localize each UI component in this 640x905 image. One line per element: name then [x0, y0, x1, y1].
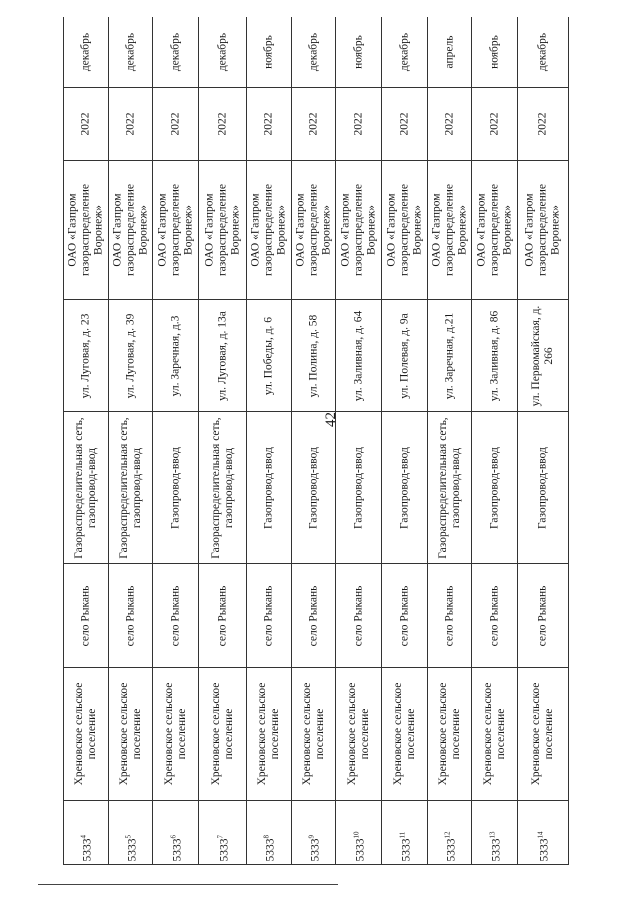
- row-number-superscript: 13: [488, 831, 496, 838]
- cell-number: [472, 800, 517, 865]
- cell-object-text: Газопровод-ввод: [169, 446, 181, 529]
- cell-month: [64, 17, 108, 87]
- row-number-base: 5333: [490, 838, 502, 861]
- table-row: [471, 17, 517, 865]
- cell-address-text: ул. Луговая, д. 39: [124, 313, 136, 398]
- cell-settlement-text: Хреновское сельское поселение: [162, 682, 188, 786]
- cell-month: [472, 17, 517, 87]
- cell-settlement: [153, 667, 198, 800]
- cell-year-text: 2022: [536, 112, 549, 136]
- cell-owner: [336, 160, 381, 299]
- cell-address-text: ул. Полевая, д. 9а: [398, 312, 410, 399]
- cell-number: [64, 800, 108, 865]
- cell-month: [292, 17, 335, 87]
- cell-year-text: 2022: [398, 112, 410, 136]
- row-number-base: 5333: [126, 838, 138, 861]
- cell-number: [518, 800, 568, 865]
- cell-address-text: ул. Заливная, д. 86: [488, 310, 500, 401]
- row-number-base: 5333: [218, 838, 230, 861]
- row-number-base: 5333: [264, 838, 277, 861]
- cell-object-text: Газораспределительная сеть, газопровод-ввод: [209, 416, 235, 559]
- cell-address: [428, 299, 471, 411]
- cell-settlement-text: Хреновское сельское поселение: [209, 682, 235, 786]
- cell-object: [472, 411, 517, 563]
- table-row: [291, 17, 335, 865]
- infrastructure-table: [63, 17, 630, 865]
- cell-year: [518, 87, 568, 160]
- row-number: [535, 804, 552, 861]
- row-number-superscript: 10: [352, 831, 360, 838]
- cell-settlement-text: Хреновское сельское поселение: [117, 682, 143, 786]
- cell-address-text: ул. Первомайская, д. 266: [530, 305, 555, 406]
- cell-locality-text: село Рыкань: [262, 585, 275, 646]
- cell-settlement: [199, 667, 246, 800]
- cell-year-text: 2022: [169, 112, 181, 136]
- cell-owner: [472, 160, 517, 299]
- cell-year-text: 2022: [216, 112, 228, 136]
- row-number-superscript: 14: [536, 831, 545, 838]
- cell-owner: [109, 160, 152, 299]
- cell-owner: [247, 160, 291, 299]
- row-number: [214, 804, 231, 861]
- row-number-superscript: 7: [216, 834, 224, 838]
- cell-object-text: Газопровод-ввод: [488, 446, 500, 529]
- row-number: [486, 804, 503, 861]
- cell-object-text: Газораспределительная сеть, газопровод-ввод: [117, 416, 143, 559]
- cell-locality-text: село Рыкань: [169, 585, 181, 646]
- cell-settlement-text: Хреновское сельское поселение: [73, 682, 98, 786]
- row-number-base: 5333: [445, 838, 457, 861]
- row-number-superscript: 5: [124, 834, 132, 838]
- cell-locality: [153, 563, 198, 667]
- row-number-base: 5333: [309, 838, 321, 861]
- cell-year-text: 2022: [124, 112, 136, 136]
- row-number-superscript: 9: [307, 834, 315, 838]
- row-number-superscript: 12: [443, 831, 451, 838]
- cell-locality-text: село Рыкань: [398, 585, 410, 646]
- cell-settlement: [518, 667, 568, 800]
- cell-object: [336, 411, 381, 563]
- cell-settlement-text: Хреновское сельское поселение: [481, 682, 507, 786]
- cell-object: [153, 411, 198, 563]
- table-row: [198, 17, 246, 865]
- cell-locality: [109, 563, 152, 667]
- cell-number: [428, 800, 471, 865]
- cell-settlement: [247, 667, 291, 800]
- cell-number: [199, 800, 246, 865]
- row-number-superscript: 6: [169, 834, 177, 838]
- cell-month: [109, 17, 152, 87]
- cell-owner: [518, 160, 568, 299]
- cell-owner-text: ОАО «Газпром газораспределение Воронеж»: [249, 183, 288, 277]
- row-number: [122, 804, 139, 861]
- cell-settlement-text: Хреновское сельское поселение: [345, 682, 371, 786]
- table-row: [152, 17, 198, 865]
- cell-locality: [247, 563, 291, 667]
- row-number-base: 5333: [171, 838, 183, 861]
- cell-object-text: Газопровод-ввод: [398, 446, 410, 529]
- cell-object-text: Газопровод-ввод: [307, 446, 319, 529]
- cell-year-text: 2022: [443, 112, 455, 136]
- cell-owner-text: ОАО «Газпром газораспределение Воронеж»: [475, 183, 513, 277]
- cell-owner: [64, 160, 108, 299]
- cell-month-text: ноябрь: [262, 35, 275, 69]
- cell-month-text: декабрь: [79, 32, 92, 72]
- table-row: [63, 17, 108, 865]
- cell-year: [428, 87, 471, 160]
- cell-address-text: ул. Луговая, д. 13а: [216, 310, 228, 401]
- cell-locality-text: село Рыкань: [443, 585, 455, 646]
- cell-month-text: декабрь: [398, 32, 410, 72]
- row-number-superscript: 11: [398, 831, 406, 838]
- cell-address-text: ул. Полина, д. 58: [307, 314, 319, 397]
- cell-address: [518, 299, 568, 411]
- cell-address: [382, 299, 427, 411]
- cell-month-text: декабрь: [124, 32, 136, 72]
- cell-settlement: [336, 667, 381, 800]
- footer-rule: [38, 884, 338, 885]
- cell-object-text: Газопровод-ввод: [352, 446, 364, 529]
- cell-object-text: Газопровод-ввод: [536, 446, 549, 529]
- cell-object: [428, 411, 471, 563]
- cell-address-text: ул. Луговая, д. 23: [79, 313, 92, 398]
- table-row: [108, 17, 152, 865]
- cell-settlement-text: Хреновское сельское поселение: [256, 682, 281, 786]
- cell-owner: [382, 160, 427, 299]
- cell-locality-text: село Рыкань: [488, 585, 500, 646]
- cell-locality: [472, 563, 517, 667]
- cell-owner-text: ОАО «Газпром газораспределение Воронеж»: [294, 183, 332, 277]
- row-number: [261, 804, 278, 861]
- row-number-base: 5333: [81, 838, 94, 861]
- cell-number: [153, 800, 198, 865]
- row-number-base: 5333: [400, 838, 412, 861]
- cell-address: [472, 299, 517, 411]
- cell-owner-text: ОАО «Газпром газораспределение Воронеж»: [523, 183, 562, 277]
- cell-settlement-text: Хреновское сельское поселение: [300, 682, 326, 786]
- cell-address-text: ул. Победы, д. 6: [262, 316, 275, 395]
- cell-object: [518, 411, 568, 563]
- cell-locality-text: село Рыкань: [536, 585, 549, 646]
- cell-year-text: 2022: [307, 112, 319, 136]
- cell-settlement: [109, 667, 152, 800]
- cell-owner-text: ОАО «Газпром газораспределение Воронеж»: [203, 183, 241, 277]
- cell-address: [336, 299, 381, 411]
- cell-address: [109, 299, 152, 411]
- cell-locality-text: село Рыкань: [79, 585, 92, 646]
- cell-month: [336, 17, 381, 87]
- cell-owner: [292, 160, 335, 299]
- cell-locality: [382, 563, 427, 667]
- cell-object: [199, 411, 246, 563]
- cell-month-text: декабрь: [169, 32, 181, 72]
- cell-year: [472, 87, 517, 160]
- cell-locality-text: село Рыкань: [307, 585, 319, 646]
- row-number-base: 5333: [354, 838, 366, 861]
- cell-year-text: 2022: [79, 112, 92, 136]
- cell-address-text: ул. Заречная, д.21: [443, 312, 455, 399]
- cell-settlement-text: Хреновское сельское поселение: [530, 682, 555, 786]
- cell-month: [382, 17, 427, 87]
- cell-locality: [199, 563, 246, 667]
- cell-owner-text: ОАО «Газпром газораспределение Воронеж»: [339, 183, 377, 277]
- cell-settlement: [382, 667, 427, 800]
- cell-year: [382, 87, 427, 160]
- cell-object: [247, 411, 291, 563]
- table-row: [381, 17, 427, 865]
- cell-owner-text: ОАО «Газпром газораспределение Воронеж»: [111, 183, 149, 277]
- cell-month: [153, 17, 198, 87]
- cell-object-text: Газопровод-ввод: [262, 446, 275, 529]
- row-number-superscript: 8: [262, 834, 271, 838]
- cell-number: [109, 800, 152, 865]
- cell-month-text: ноябрь: [352, 35, 364, 69]
- cell-year-text: 2022: [262, 112, 275, 136]
- cell-month-text: декабрь: [307, 32, 319, 72]
- cell-address: [64, 299, 108, 411]
- row-number: [78, 804, 95, 861]
- cell-number: [336, 800, 381, 865]
- cell-month: [428, 17, 471, 87]
- row-number: [396, 804, 413, 861]
- cell-locality: [518, 563, 568, 667]
- cell-owner: [199, 160, 246, 299]
- cell-month: [247, 17, 291, 87]
- cell-month: [199, 17, 246, 87]
- cell-locality-text: село Рыкань: [352, 585, 364, 646]
- row-number: [305, 804, 322, 861]
- cell-locality-text: село Рыкань: [216, 585, 228, 646]
- cell-year: [64, 87, 108, 160]
- cell-year: [153, 87, 198, 160]
- cell-address: [199, 299, 246, 411]
- table-row: [517, 17, 569, 865]
- cell-month-text: апрель: [443, 35, 455, 69]
- cell-object-text: Газораспределительная сеть, газопровод-ввод: [73, 416, 98, 559]
- cell-owner: [428, 160, 471, 299]
- cell-address-text: ул. Заречная, д.3: [169, 315, 181, 396]
- cell-locality: [336, 563, 381, 667]
- cell-owner-text: ОАО «Газпром газораспределение Воронеж»: [385, 183, 423, 277]
- cell-address: [292, 299, 335, 411]
- cell-owner-text: ОАО «Газпром газораспределение Воронеж»: [66, 183, 105, 277]
- row-number: [441, 804, 458, 861]
- cell-year: [292, 87, 335, 160]
- cell-object: [382, 411, 427, 563]
- cell-address: [153, 299, 198, 411]
- cell-locality-text: село Рыкань: [124, 585, 136, 646]
- row-number: [167, 804, 184, 861]
- row-number-base: 5333: [538, 838, 551, 861]
- cell-month-text: декабрь: [536, 32, 549, 72]
- cell-locality: [64, 563, 108, 667]
- table-row: [335, 17, 381, 865]
- cell-settlement-text: Хреновское сельское поселение: [391, 682, 417, 786]
- cell-address: [247, 299, 291, 411]
- cell-owner-text: ОАО «Газпром газораспределение Воронеж»: [156, 183, 194, 277]
- table-row: [246, 17, 291, 865]
- cell-month: [518, 17, 568, 87]
- cell-month-text: декабрь: [216, 32, 228, 72]
- cell-object-text: Газораспределительная сеть, газопровод-ввод: [436, 416, 462, 559]
- cell-locality: [292, 563, 335, 667]
- cell-settlement: [292, 667, 335, 800]
- cell-number: [292, 800, 335, 865]
- cell-number: [382, 800, 427, 865]
- cell-year-text: 2022: [352, 112, 364, 136]
- cell-object: [64, 411, 108, 563]
- cell-settlement: [428, 667, 471, 800]
- cell-address-text: ул. Заливная, д. 64: [352, 310, 364, 401]
- cell-number: [247, 800, 291, 865]
- cell-year: [199, 87, 246, 160]
- table-row: [427, 17, 471, 865]
- cell-locality: [428, 563, 471, 667]
- page-number-text: 42: [322, 411, 339, 427]
- cell-settlement: [472, 667, 517, 800]
- cell-object: [292, 411, 335, 563]
- cell-settlement: [64, 667, 108, 800]
- cell-owner: [153, 160, 198, 299]
- cell-settlement-text: Хреновское сельское поселение: [436, 682, 462, 786]
- cell-object: [109, 411, 152, 563]
- cell-year: [247, 87, 291, 160]
- cell-month-text: ноябрь: [488, 35, 500, 69]
- cell-year: [109, 87, 152, 160]
- cell-owner-text: ОАО «Газпром газораспределение Воронеж»: [430, 183, 468, 277]
- row-number: [350, 804, 367, 861]
- row-number-superscript: 4: [79, 834, 88, 838]
- cell-year: [336, 87, 381, 160]
- cell-year-text: 2022: [488, 112, 500, 136]
